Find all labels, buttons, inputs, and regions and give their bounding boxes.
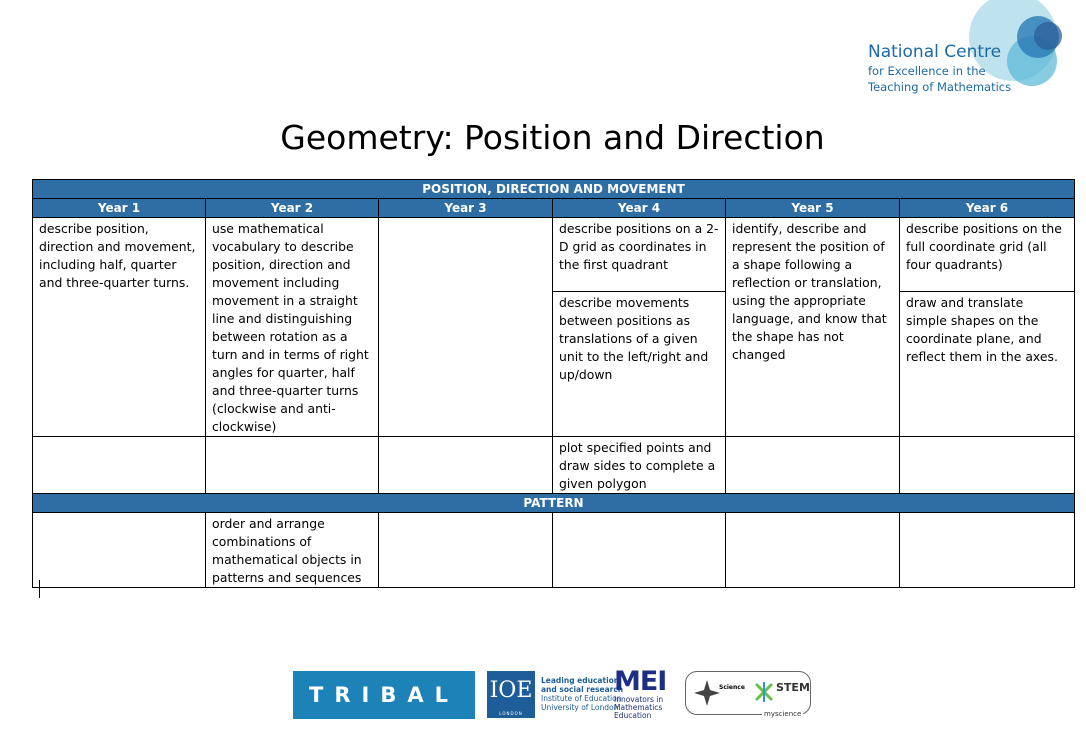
page-title: Geometry: Position and Direction [280, 118, 825, 157]
cell-year6-b[interactable]: draw and translate simple shapes on the coordinate plane, and reflect them in the axes. [900, 292, 1075, 437]
cell-empty[interactable] [379, 513, 553, 588]
year-header: Year 1 [33, 199, 206, 218]
mei-line-2: Mathematics [614, 703, 663, 712]
cell-empty[interactable] [33, 513, 206, 588]
cell-year4-c[interactable]: plot specified points and draw sides to complete a given polygon [553, 437, 726, 494]
ioe-logo-text: IOE [489, 678, 533, 703]
logo-line-2: for Excellence in the [868, 64, 986, 78]
mei-logo [614, 668, 666, 720]
mei-logo-text: MEI [614, 666, 667, 697]
cell-year4-b[interactable]: describe movements between positions as translations of a given unit to the left/right and up/down [553, 292, 726, 437]
ioe-tagline-1: Leading education [541, 676, 620, 685]
cell-empty[interactable] [900, 513, 1075, 588]
cell-empty[interactable] [379, 437, 553, 494]
cell-empty[interactable] [553, 513, 726, 588]
year-header: Year 3 [379, 199, 553, 218]
ioe-tagline-2: and social research [541, 685, 624, 694]
stem-centre-logo [685, 671, 811, 718]
cell-empty[interactable] [33, 437, 206, 494]
stem-star-icon [753, 681, 775, 703]
cell-year4-a[interactable]: describe positions on a 2-D grid as coordinates in the first quadrant [553, 218, 726, 292]
cell-year3[interactable] [379, 218, 553, 437]
cell-empty[interactable] [206, 437, 379, 494]
ioe-logo [487, 671, 535, 718]
logo-line-1: National Centre [868, 42, 1002, 62]
cell-year1[interactable]: describe position, direction and movement, including half, quarter and three-quarter turns. [33, 218, 206, 437]
mei-line-3: Education [614, 711, 652, 720]
year-header: Year 4 [553, 199, 726, 218]
year-header: Year 6 [900, 199, 1075, 218]
mei-line-1: Innovators in [614, 695, 664, 704]
logo-line-3: Teaching of Mathematics [868, 80, 1012, 94]
curriculum-table [32, 179, 1075, 588]
stem-label: STEM [776, 681, 810, 694]
myscience-label: myscience [764, 710, 802, 718]
section-header-position: POSITION, DIRECTION AND MOVEMENT [33, 180, 1075, 199]
cell-empty[interactable] [726, 437, 900, 494]
ioe-tagline-4: University of London [541, 703, 619, 712]
cell-year5[interactable]: identify, describe and represent the position of a shape following a reflection or translation, using the appropriate language, and know that the shape has not changed [726, 218, 900, 437]
ioe-tagline [541, 676, 623, 712]
ioe-tagline-3: Institute of Education [541, 694, 622, 703]
ncetm-logo [860, 0, 1086, 100]
cell-year6-a[interactable]: describe positions on the full coordinate grid (all four quadrants) [900, 218, 1075, 292]
science-label: Science [719, 684, 745, 691]
year-header: Year 5 [726, 199, 900, 218]
tribal-logo: TRIBAL [293, 671, 475, 719]
ioe-logo-sub: LONDON [499, 711, 523, 716]
cell-pattern-year2[interactable]: order and arrange combinations of mathematical objects in patterns and sequences [206, 513, 379, 588]
cell-year2[interactable]: use mathematical vocabulary to describe position, direction and movement including movement in a straight line and distinguishing between rotation as a turn and in terms of right angles for quarter, half and three-quarter turns (clockwise and anti-clockwise) [206, 218, 379, 437]
year-header: Year 2 [206, 199, 379, 218]
section-header-pattern: PATTERN [33, 494, 1075, 513]
text-cursor [39, 580, 40, 598]
cell-empty[interactable] [726, 513, 900, 588]
science-star-icon [692, 678, 722, 708]
cell-empty[interactable] [900, 437, 1075, 494]
